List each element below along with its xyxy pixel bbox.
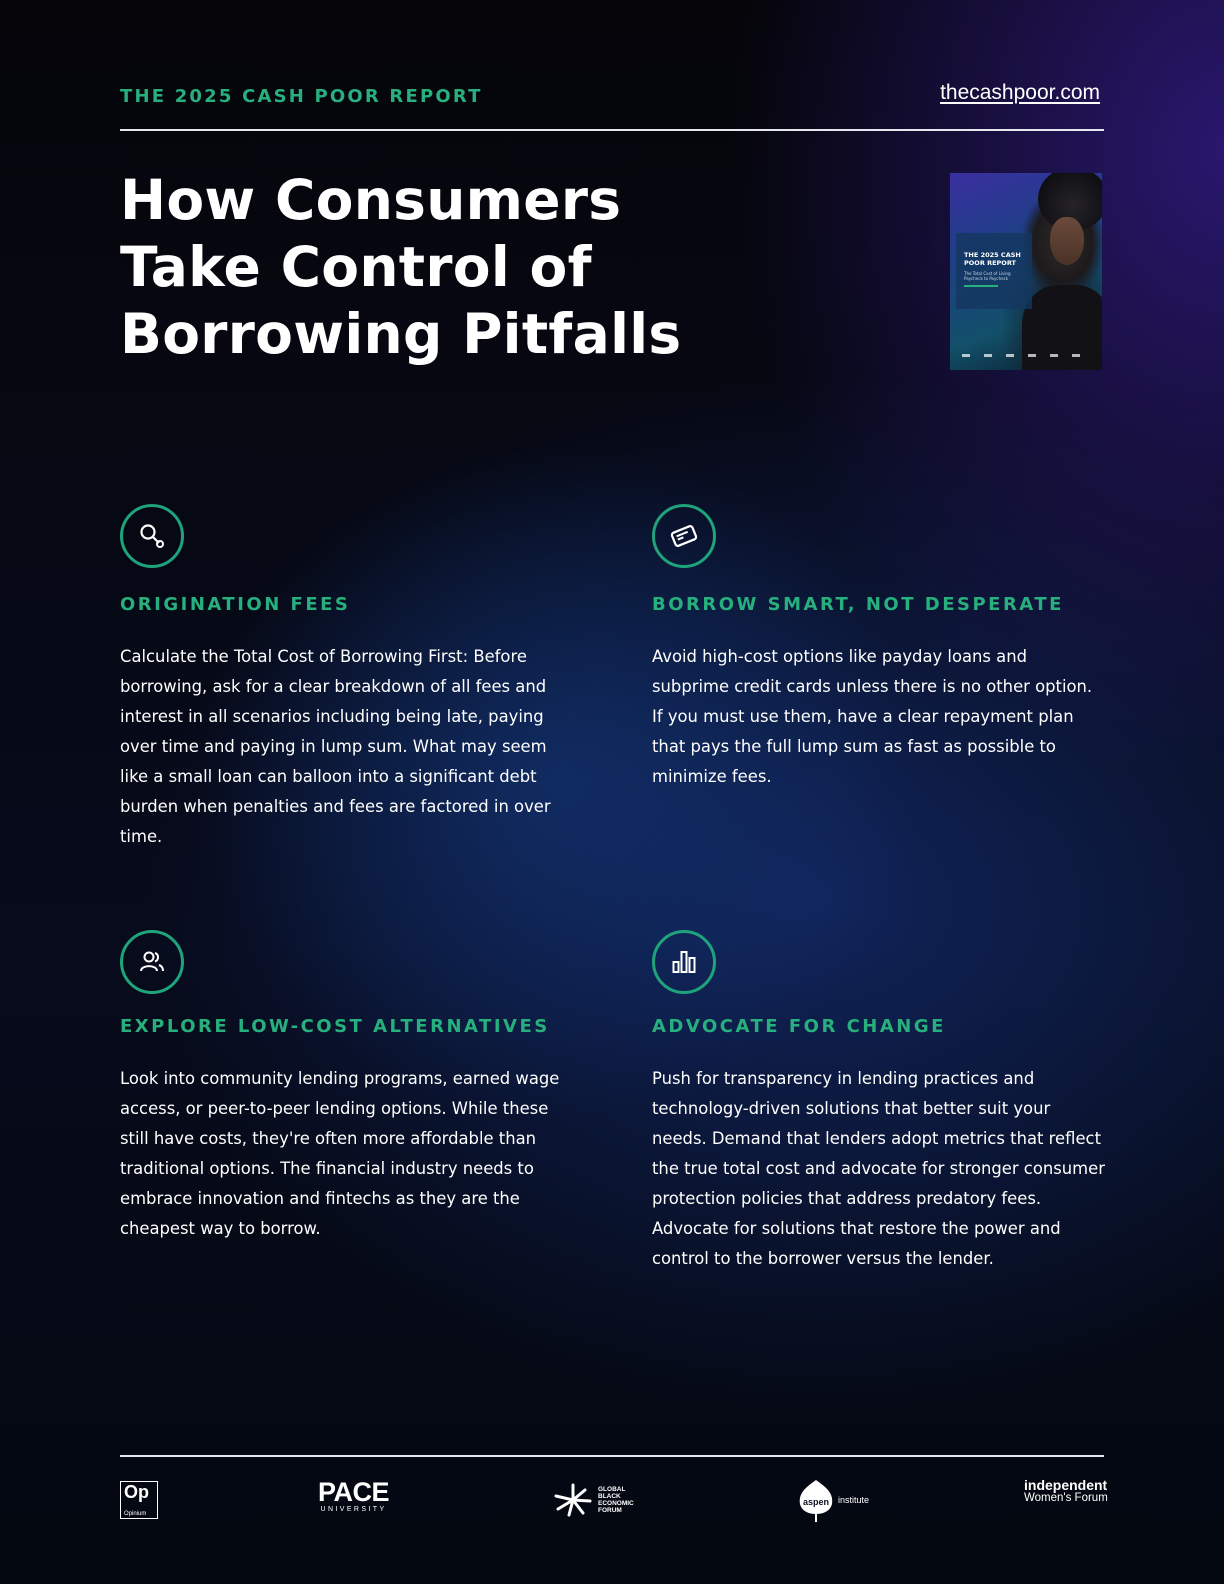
credit-card-icon (652, 504, 716, 568)
svg-text:aspen: aspen (803, 1497, 830, 1507)
report-label: THE 2025 CASH POOR REPORT (120, 86, 483, 107)
gbef-wordmark: GLOBAL BLACK ECONOMIC FORUM (598, 1486, 634, 1514)
magnifier-icon (120, 504, 184, 568)
section-body-low-cost-alternatives: Look into community lending programs, earned wage access, or peer-to-peer lending options. While these still have costs, they're often more affordable than traditional options. The financial industry needs to embrace innovation and fintechs as they are the cheapest way to borrow. (120, 1069, 560, 1238)
cover-portrait-body (1022, 285, 1102, 370)
cover-logo-strip (962, 354, 1092, 357)
people-icon (120, 930, 184, 994)
independent-womens-forum-logo: independent Women's Forum (1024, 1477, 1108, 1504)
section-title-origination-fees: ORIGINATION FEES (120, 594, 351, 615)
cover-title: THE 2025 CASH POOR REPORT (964, 251, 1021, 267)
title-line-2: Take Control of (120, 235, 592, 299)
section-title-low-cost-alternatives: EXPLORE LOW-COST ALTERNATIVES (120, 1016, 550, 1037)
title-line-3: Borrowing Pitfalls (120, 302, 682, 366)
cover-subtitle: The Total Cost of Living Paycheck to Paycheck (964, 271, 1011, 281)
starburst-icon (552, 1482, 594, 1518)
header-divider (120, 129, 1104, 131)
page-title (120, 167, 740, 368)
opinium-logo (120, 1478, 158, 1522)
section-body-advocate-for-change: Push for transparency in lending practices and technology-driven solutions that better suit your needs. Demand that lenders adopt metrics that reflect the true total cost and advocate for stronger consumer protection policies that address predatory fees. Advocate for solutions that restore the power and control to the borrower versus the lender. (652, 1069, 1105, 1268)
footer-divider (120, 1455, 1104, 1457)
aspen-institute-text: institute (838, 1495, 870, 1505)
site-link[interactable]: thecashpoor.com (940, 81, 1100, 104)
section-title-advocate-for-change: ADVOCATE FOR CHANGE (652, 1016, 946, 1037)
section-body-origination-fees: Calculate the Total Cost of Borrowing First: Before borrowing, ask for a clear breakdown of all fees and interest in all scenarios including being late, paying over time and paying in lump sum. What may seem like a small loan can balloon into a significant debt burden when penalties and fees are factored in over time. (120, 647, 551, 846)
opinium-mark: Op Opinium (120, 1481, 158, 1519)
cover-portrait-face (1050, 217, 1084, 265)
aspen-institute-logo (796, 1478, 869, 1522)
aspen-leaf-icon (796, 1478, 836, 1522)
pace-university-logo: PACE UNIVERSITY (318, 1477, 390, 1513)
title-line-1: How Consumers (120, 168, 622, 232)
section-title-borrow-smart: BORROW SMART, NOT DESPERATE (652, 594, 1064, 615)
cover-accent-line (964, 285, 998, 287)
bar-chart-icon (652, 930, 716, 994)
report-cover-image (950, 173, 1102, 370)
section-body-borrow-smart: Avoid high-cost options like payday loans and subprime credit cards unless there is no other option. If you must use them, have a clear repayment plan that pays the full lump sum as fast as possible to minimize fees. (652, 647, 1093, 786)
global-black-economic-forum-logo (552, 1478, 634, 1522)
